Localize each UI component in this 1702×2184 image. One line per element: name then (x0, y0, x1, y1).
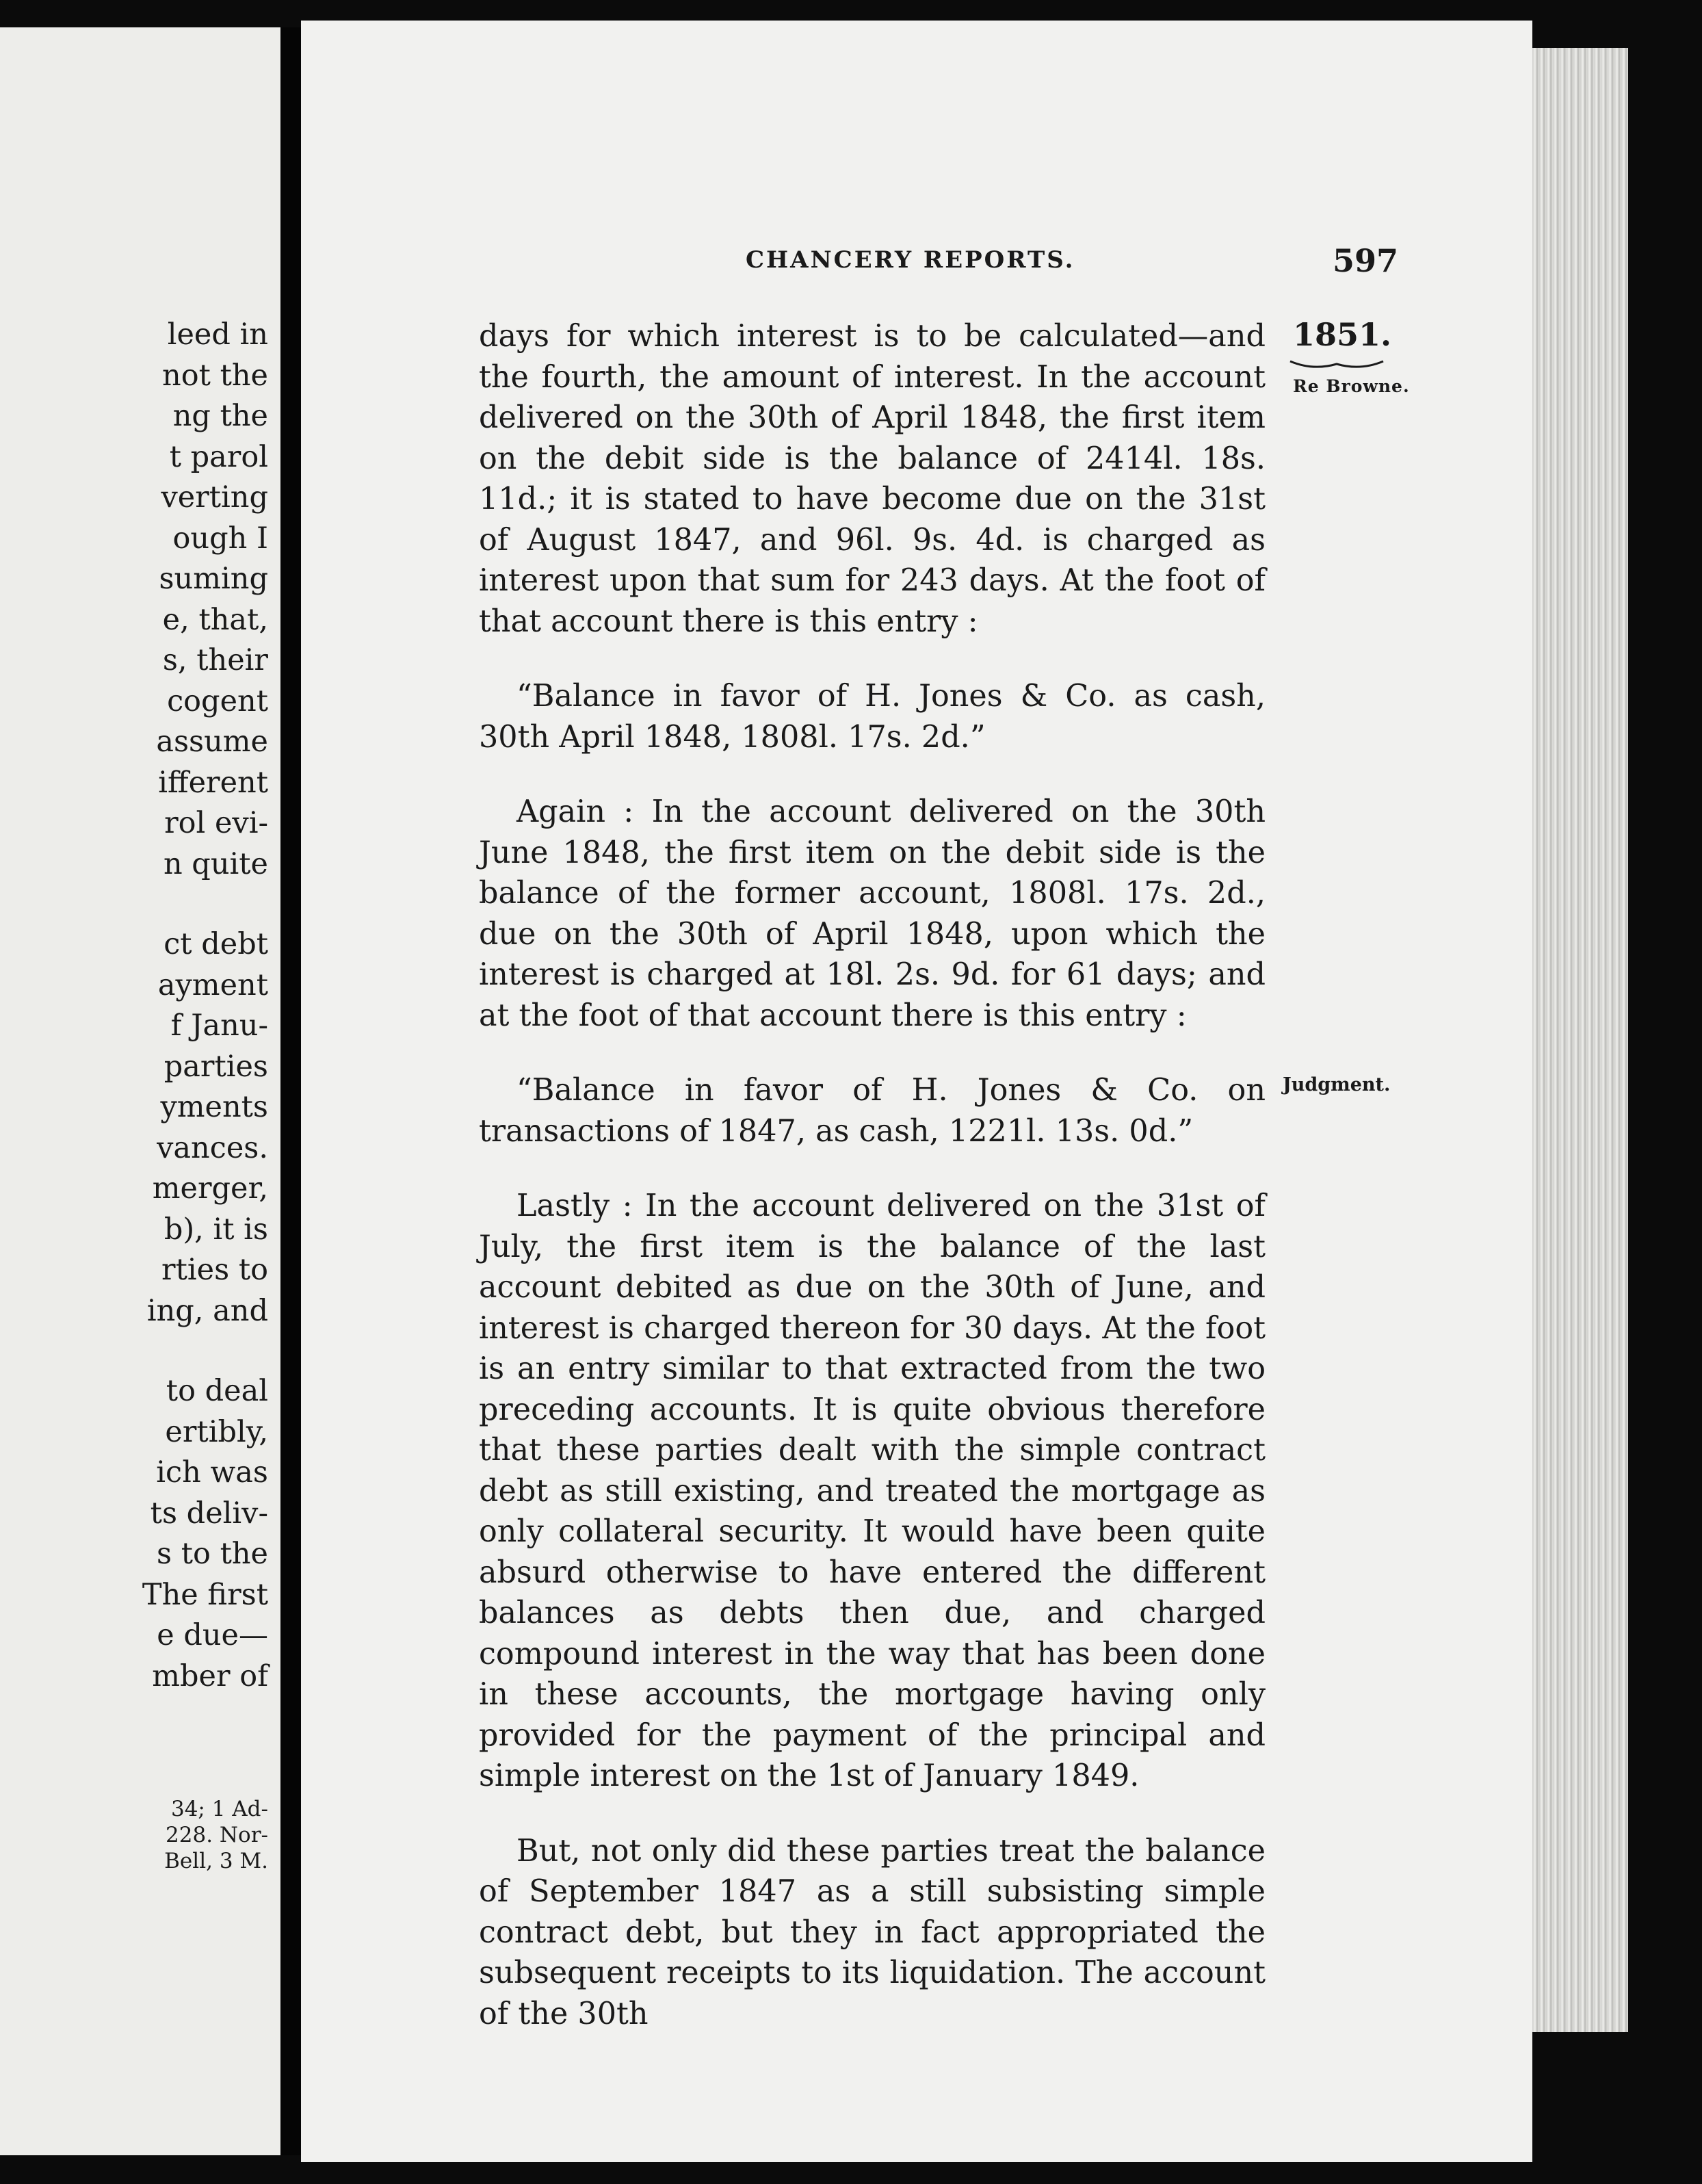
left-fragment: ich was (156, 1455, 268, 1490)
left-fragment: merger, (152, 1171, 268, 1206)
page-body (479, 316, 1266, 2034)
left-fragment: ct debt (163, 927, 268, 961)
left-fragment: ing, and (146, 1293, 268, 1328)
paragraph: But, not only did these parties treat the balance of September 1847 as a still subsisting simple contract debt, but they in fact appropriated the subsequent receipts to its liquidation. The account of the 30th (479, 1833, 1266, 2031)
page-number: 597 (1333, 242, 1399, 279)
page-header (0, 242, 1702, 287)
left-fragment: s, their (162, 643, 268, 677)
left-fragment: assume (156, 725, 268, 759)
margin-case-name: Re Browne. (1293, 376, 1410, 396)
running-head: CHANCERY REPORTS. (746, 246, 1075, 274)
paragraph: days for which interest is to be calculated—and the fourth, the amount of interest. In the account delivered on the 30th of April 1848, the first item on the debit side is the balance of 2414l. 18s. 11d.; it is stated to have become due on the 31st of August 1847, and 96l. 9s. 4d. is charged as interest upon that sum for 243 days. At the foot of that account there is this entry : (479, 319, 1266, 639)
margin-judgment: Judgment. (1283, 1074, 1391, 1095)
left-fragment: cogent (167, 684, 268, 718)
left-footnote: 34; 1 Ad- (170, 1797, 268, 1821)
left-fragment: e due— (157, 1618, 268, 1652)
left-fragment: suming (159, 562, 268, 596)
quoted-entry: “Balance in favor of H. Jones & Co. as cash, 30th April 1848, 1808l. 17s. 2d.” (479, 679, 1266, 755)
left-fragment: f Janu- (170, 1009, 268, 1043)
left-page-footnotes (164, 1796, 268, 1874)
left-fragment: rol evi- (164, 806, 268, 840)
paragraph: Again : In the account delivered on the 30th June 1848, the first item on the debit side is the balance of the former account, 1808l. 17s. 2d., due on the 30th of April 1848, upon which the interest is charged at 18l. 2s. 9d. for 61 days; and at the foot of that account there is this entry : (479, 794, 1266, 1033)
left-fragment: mber of (152, 1659, 268, 1693)
left-fragment: ts deliv- (150, 1496, 268, 1531)
margin-year: 1851. (1293, 316, 1392, 353)
left-page-fragments (142, 315, 268, 1697)
left-fragment: ifferent (158, 765, 268, 800)
left-fragment: ng the (172, 399, 268, 433)
left-fragment: ough I (172, 521, 268, 556)
quoted-entry: “Balance in favor of H. Jones & Co. on transactions of 1847, as cash, 1221l. 13s. 0d.” (479, 1073, 1266, 1149)
left-fragment: e, that, (162, 602, 268, 637)
left-fragment: not the (162, 358, 268, 393)
left-fragment: verting (161, 480, 268, 515)
left-footnote: Bell, 3 M. (164, 1849, 268, 1873)
left-fragment: yments (160, 1090, 268, 1124)
left-fragment: ertibly, (165, 1414, 268, 1449)
left-fragment: vances. (157, 1130, 268, 1165)
left-footnote: 228. Nor- (166, 1823, 268, 1847)
book-gutter (280, 27, 301, 2155)
left-fragment: s to the (157, 1537, 268, 1571)
left-page (0, 27, 280, 2155)
brace-icon (1289, 359, 1385, 372)
paragraph: Lastly : In the account delivered on the 31st of July, the first item is the balance of the last account debited as due on the 30th of June, and interest is charged thereon for 30 days. At the foot is an entry similar to that extracted from the two preceding accounts. It is quite obvious therefore that these parties dealt with the simple contract debt as still existing, and treated the mortgage as only collateral security. It would have been quite absurd otherwise to have entered the different balances as debts then due, and charged compound interest in the way that has been done in these accounts, the mortgage having only provided for the payment of the principal and simple interest on the 1st of January 1849. (479, 1188, 1266, 1793)
left-fragment: The first (142, 1577, 268, 1612)
left-fragment: b), it is (163, 1212, 268, 1247)
left-fragment: n quite (163, 846, 268, 881)
left-fragment: rties to (161, 1253, 268, 1287)
left-fragment: ayment (157, 967, 268, 1002)
left-fragment: t parol (169, 439, 268, 474)
left-fragment: leed in (167, 317, 268, 352)
page-edges (1532, 48, 1628, 2032)
left-fragment: to deal (166, 1374, 268, 1408)
left-fragment: parties (163, 1049, 268, 1084)
